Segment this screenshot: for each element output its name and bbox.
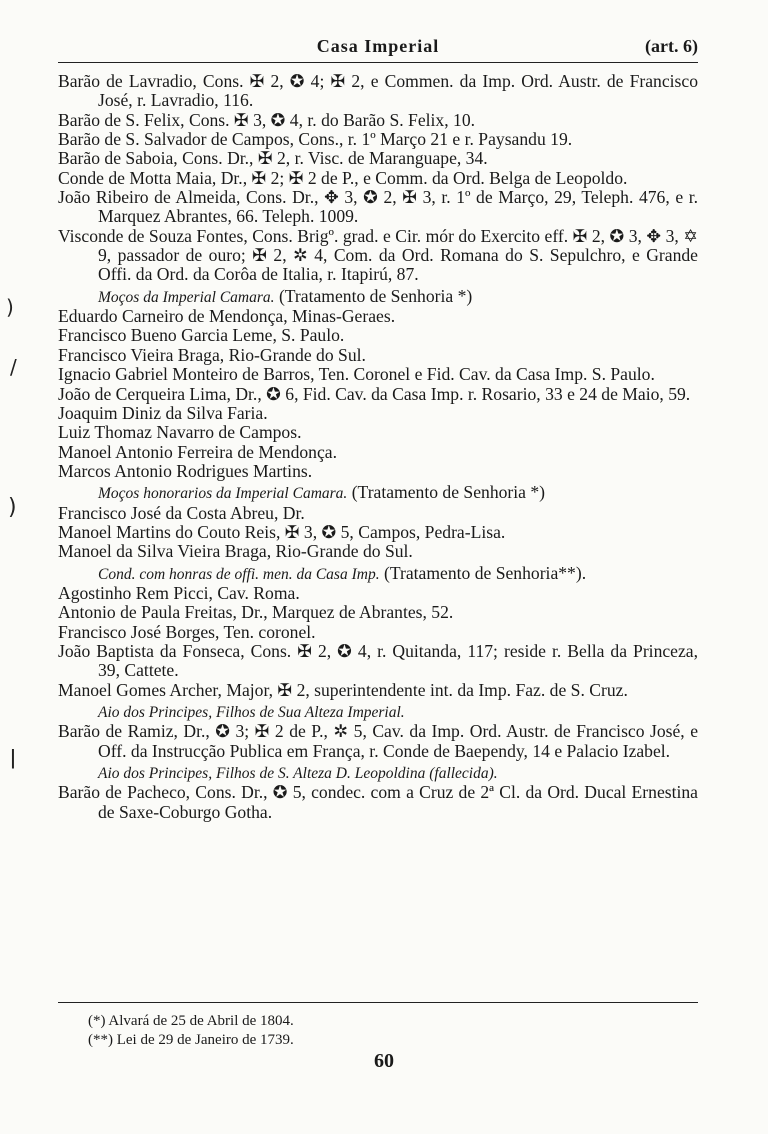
entry: Manoel Gomes Archer, Major, ✠ 2, superintendente int. da Imp. Faz. de S. Cruz.: [58, 679, 628, 700]
entry: Barão de Pacheco, Cons. Dr., ✪ 5, condec. com a Cruz de 2ª Cl. da Ord. Ducal Ernestina de Saxe-Coburgo Gotha.: [58, 782, 698, 822]
entry: João Ribeiro de Almeida, Cons. Dr., ✥ 3, ✪ 2, ✠ 3, r. 1º de Março, 29, Teleph. 476, e r. Marquez Abrantes, 66. Teleph. 1009.: [58, 187, 698, 227]
section-title: Aio dos Principes, Filhos de Sua Alteza Imperial.: [98, 704, 405, 721]
entry: Barão de S. Salvador de Campos, Cons., r. 1º Março 21 e r. Paysandu 19.: [58, 129, 573, 150]
footnote: (**) Lei de 29 de Janeiro de 1739.: [88, 1032, 294, 1048]
header-rule: [58, 62, 698, 63]
header-title: Casa Imperial: [316, 36, 440, 56]
section-title: Aio dos Principes, Filhos de S. Alteza D. Leopoldina (fallecida).: [98, 765, 498, 783]
footnote-rule: [58, 1002, 698, 1003]
entry: Joaquim Diniz da Silva Faria.: [58, 402, 268, 423]
section-treatment: (Tratamento de Senhoria**).: [383, 562, 587, 583]
entry: Luiz Thomaz Navarro de Campos.: [58, 422, 302, 443]
section-title: Moços da Imperial Camara.: [98, 288, 275, 306]
entry: Visconde de Souza Fontes, Cons. Brigº. grad. e Cir. mór do Exercito eff. ✠ 2, ✪ 3, ✥ 3, ✡ 9, passador de ouro; ✠ 2, ✲ 4, Com. da Ord. Romana do S. Sepulchro, e Grande Offi. da Ord. da Corôa de Italia, r. Itapirú, 87.: [58, 225, 698, 285]
entry: Francisco Bueno Garcia Leme, S. Paulo.: [58, 325, 345, 346]
entry: Antonio de Paula Freitas, Dr., Marquez de Abrantes, 52.: [58, 602, 454, 623]
section-heading: [58, 702, 698, 722]
entry: Ignacio Gabriel Monteiro de Barros, Ten. Coronel e Fid. Cav. da Casa Imp. S. Paulo.: [58, 364, 655, 385]
entry: Barão de Lavradio, Cons. ✠ 2, ✪ 4; ✠ 2, e Commen. da Imp. Ord. Austr. de Francisco José, r. Lavradio, 116.: [58, 71, 698, 111]
entry: Eduardo Carneiro de Mendonça, Minas-Geraes.: [58, 306, 396, 327]
article-number: (art. 6): [645, 36, 698, 56]
section-heading: [58, 564, 698, 584]
section-heading: [58, 763, 698, 783]
entry: João de Cerqueira Lima, Dr., ✪ 6, Fid. Cav. da Casa Imp. r. Rosario, 33 e 24 de Maio, 59.: [58, 383, 691, 404]
entry: Francisco José Borges, Ten. coronel.: [58, 621, 316, 642]
entry: Barão de Ramiz, Dr., ✪ 3; ✠ 2 de P., ✲ 5, Cav. da Imp. Ord. Austr. de Francisco José, e Off. da Instrucção Publica em França, r. Conde de Baependy, 14 e Palacio Izabel.: [58, 721, 698, 761]
entry: Manoel Antonio Ferreira de Mendonça.: [58, 441, 337, 462]
entry: Barão de Saboia, Cons. Dr., ✠ 2, r. Visc. de Maranguape, 34.: [58, 148, 488, 169]
entry: Francisco Vieira Braga, Rio-Grande do Sul.: [58, 344, 366, 365]
entry: Manoel Martins do Couto Reis, ✠ 3, ✪ 5, Campos, Pedra-Lisa.: [58, 521, 506, 542]
margin-mark: ǀ: [10, 745, 16, 769]
entry: Agostinho Rem Picci, Cav. Roma.: [58, 582, 300, 603]
section-title: Cond. com honras de offi. men. da Casa Imp.: [98, 565, 380, 583]
entry: João Baptista da Fonseca, Cons. ✠ 2, ✪ 4, r. Quitanda, 117; reside r. Bella da Princeza, 39, Cattete.: [58, 640, 698, 681]
running-header: [58, 36, 698, 60]
entry: Barão de S. Felix, Cons. ✠ 3, ✪ 4, r. do Barão S. Felix, 10.: [58, 109, 476, 130]
footnotes: [88, 1012, 688, 1050]
section-title: Moços honorarios da Imperial Camara.: [98, 485, 348, 503]
page-body: [58, 72, 698, 822]
entry: Manoel da Silva Vieira Braga, Rio-Grande do Sul.: [58, 541, 413, 562]
margin-mark: /: [10, 355, 17, 379]
section-treatment: (Tratamento de Senhoria *): [351, 482, 546, 503]
page-number: 60: [374, 1050, 394, 1072]
footnote: (*) Alvará de 25 de Abril de 1804.: [88, 1013, 294, 1029]
entry: Conde de Motta Maia, Dr., ✠ 2; ✠ 2 de P., e Comm. da Ord. Belga de Leopoldo.: [58, 167, 628, 188]
section-treatment: (Tratamento de Senhoria *): [278, 285, 473, 306]
entry: Francisco José da Costa Abreu, Dr.: [58, 502, 305, 523]
section-heading: [58, 287, 698, 307]
section-heading: [58, 483, 698, 503]
margin-mark: ): [6, 295, 14, 319]
entry: Marcos Antonio Rodrigues Martins.: [58, 460, 313, 481]
margin-mark: ): [8, 495, 17, 520]
